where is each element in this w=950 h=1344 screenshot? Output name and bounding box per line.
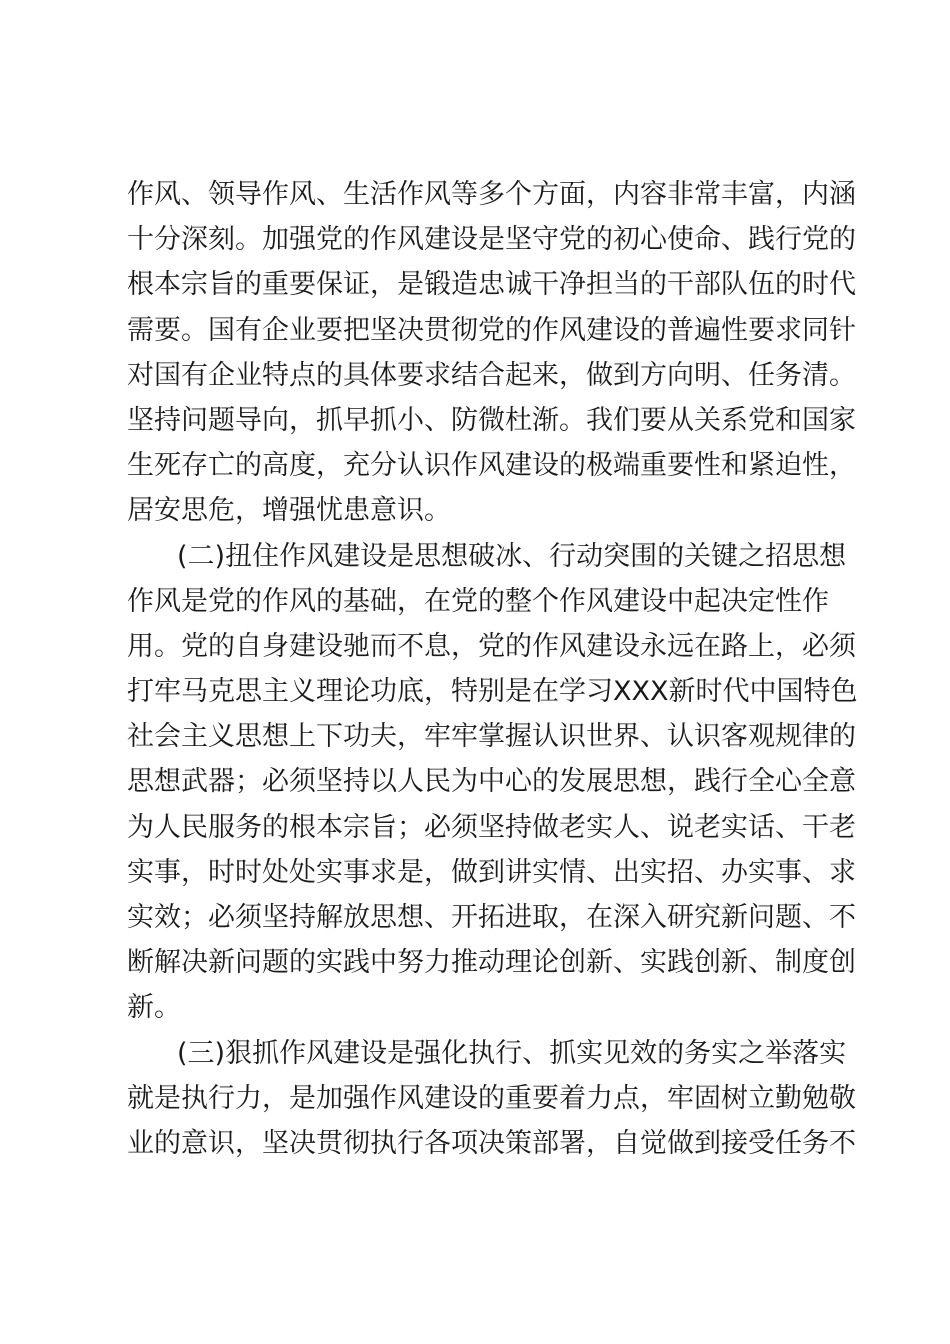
paragraph-2-line-8: 实事，时时处处实事求是，做到讲实情、出实招、办实事、求	[127, 856, 856, 888]
paragraph-2-line-11: 新。	[127, 992, 181, 1024]
paragraph-2-line-9: 实效；必须坚持解放思想、开拓进取，在深入研究新问题、不	[127, 902, 856, 933]
paragraph-3-line-3: 业的意识，坚决贯彻执行各项决策部署，自觉做到接受任务不	[127, 1127, 856, 1159]
paragraph-3-line-1: (三)狠抓作风建设是强化执行、抓实见效的务实之举落实	[177, 1037, 847, 1069]
paragraph-2-line-1: (二)扭住作风建设是思想破冰、行动突围的关键之招思想	[177, 540, 847, 572]
paragraph-2-line-4: 打牢马克思主义理论功底，特别是在学习XXX新时代中国特色	[127, 676, 858, 708]
paragraph-1-line-5: 对国有企业特点的具体要求结合起来，做到方向明、任务清。	[127, 359, 856, 391]
paragraph-1-line-6: 坚持问题导向，抓早抓小、防微杜渐。我们要从关系党和国家	[127, 404, 856, 436]
paragraph-1-line-1: 作风、领导作风、生活作风等多个方面，内容非常丰富，内涵	[127, 179, 856, 210]
paragraph-2-line-5: 社会主义思想上下功夫，牢牢掌握认识世界、认识客观规律的	[127, 721, 856, 753]
paragraph-1-line-2: 十分深刻。加强党的作风建设是坚守党的初心使命、践行党的	[127, 224, 856, 256]
paragraph-1-line-4: 需要。国有企业要把坚决贯彻党的作风建设的普遍性要求同针	[127, 314, 856, 346]
paragraph-1-line-8: 居安思危，增强忧患意识。	[127, 495, 451, 527]
paragraph-2-line-2: 作风是党的作风的基础，在党的整个作风建设中起决定性作	[127, 585, 829, 617]
paragraph-2-line-7: 为人民服务的根本宗旨；必须坚持做老实人、说老实话、干老	[127, 811, 856, 843]
paragraph-2-line-10: 断解决新问题的实践中努力推动理论创新、实践创新、制度创	[127, 947, 856, 979]
paragraph-1-line-3: 根本宗旨的重要保证，是锻造忠诚干净担当的干部队伍的时代	[127, 269, 856, 301]
paragraph-2-line-6: 思想武器；必须坚持以人民为中心的发展思想，践行全心全意	[127, 766, 856, 798]
paragraph-1-line-7: 生死存亡的高度，充分认识作风建设的极端重要性和紧迫性，	[127, 450, 856, 482]
document-body	[127, 172, 858, 1166]
paragraph-3-line-2: 就是执行力，是加强作风建设的重要着力点，牢固树立勤勉敬	[127, 1082, 856, 1114]
paragraph-2-line-3: 用。党的自身建设驰而不息，党的作风建设永远在路上，必须	[127, 630, 856, 662]
